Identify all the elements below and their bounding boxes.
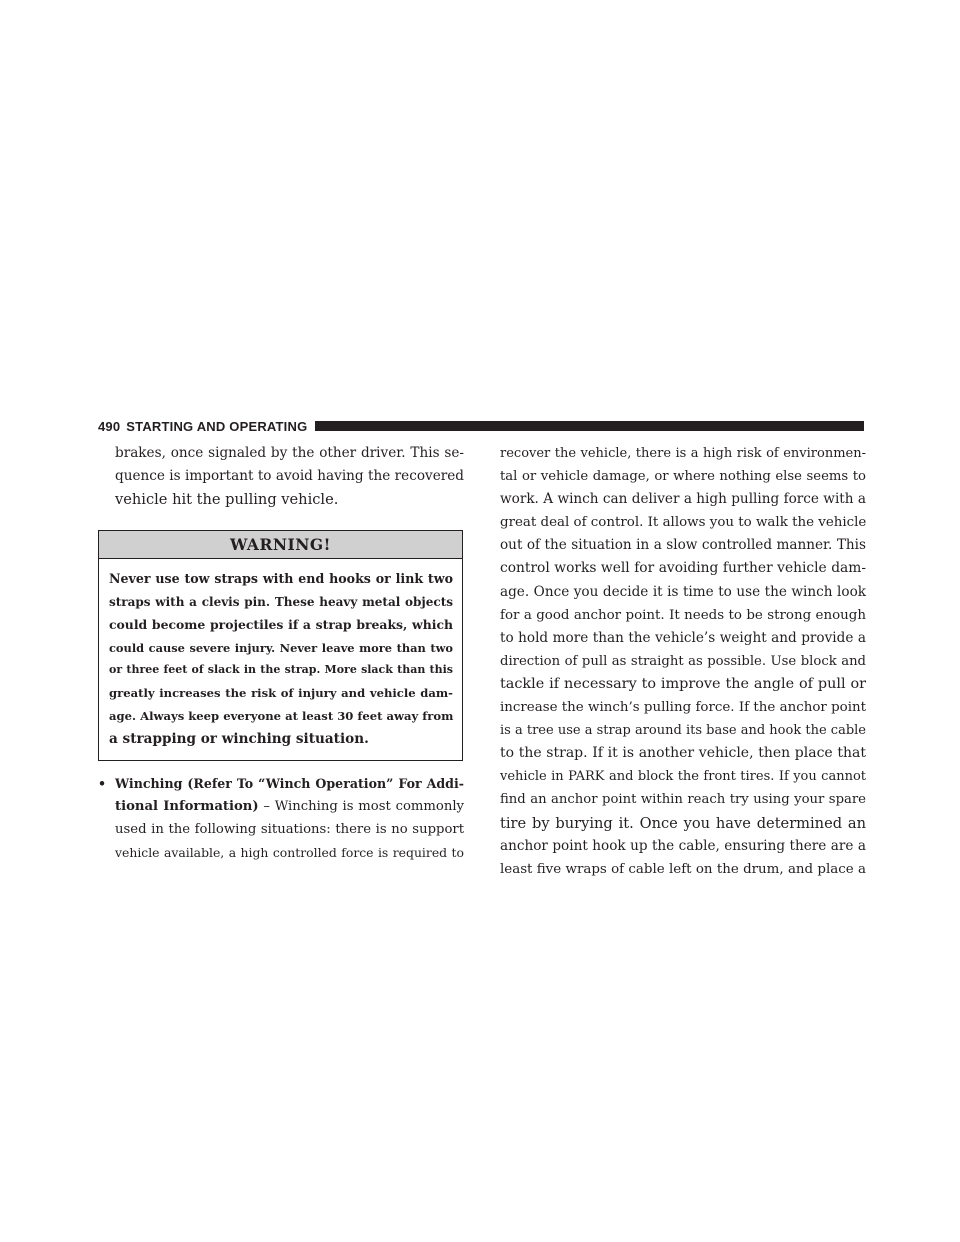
bullet-heading: Winching (Refer To “Winch Operation” For Addi- bbox=[115, 775, 464, 791]
text-line: direction of pull as straight as possible. Use block and bbox=[500, 653, 866, 669]
text-line: for a good anchor point. It needs to be strong enough bbox=[500, 607, 866, 623]
warning-line: could cause severe injury. Never leave more than two bbox=[109, 640, 453, 655]
header-rule bbox=[315, 421, 864, 431]
text-line: to the strap. If it is another vehicle, then place that bbox=[500, 745, 866, 762]
text-line: control works well for avoiding further vehicle dam- bbox=[500, 560, 866, 577]
warning-line: or three feet of slack in the strap. More slack than this bbox=[109, 663, 453, 677]
page-header bbox=[98, 418, 864, 434]
section-title: STARTING AND OPERATING bbox=[126, 418, 308, 434]
bullet-heading-continued: tional Information) bbox=[115, 798, 259, 814]
text-line: vehicle in PARK and block the front tires. If you cannot bbox=[500, 769, 866, 785]
bullet-text-line: vehicle available, a high controlled force is required to bbox=[115, 844, 464, 860]
warning-line: Never use tow straps with end hooks or link two bbox=[109, 571, 453, 587]
warning-line: could become projectiles if a strap breaks, which bbox=[109, 616, 453, 632]
text-line: tal or vehicle damage, or where nothing else seems to bbox=[500, 469, 866, 485]
text-line: is a tree use a strap around its base and hook the cable bbox=[500, 723, 866, 739]
bullet-text-line: used in the following situations: there is no support bbox=[115, 821, 464, 837]
bullet-icon: • bbox=[98, 775, 107, 791]
warning-line: a strapping or winching situation. bbox=[109, 730, 369, 747]
text-line: out of the situation in a slow controlled manner. This bbox=[500, 537, 866, 554]
left-column bbox=[98, 442, 464, 864]
bullet-text: – Winching is most commonly bbox=[258, 798, 464, 814]
text-line: tackle if necessary to improve the angle of pull or bbox=[500, 675, 866, 692]
bullet-heading-line bbox=[98, 772, 464, 795]
bullet-text-line bbox=[98, 795, 464, 818]
text-line: brakes, once signaled by the other driver. This se- bbox=[115, 445, 464, 461]
warning-title: WARNING! bbox=[99, 531, 462, 559]
warning-line: age. Always keep everyone at least 30 feet away from bbox=[109, 709, 454, 724]
warning-box bbox=[98, 530, 463, 760]
text-line: age. Once you decide it is time to use the winch look bbox=[500, 583, 866, 600]
text-line: to hold more than the vehicle’s weight and provide a bbox=[500, 629, 866, 646]
text-line: quence is important to avoid having the recovered bbox=[115, 468, 464, 485]
text-line: vehicle hit the pulling vehicle. bbox=[115, 491, 339, 509]
text-line: anchor point hook up the cable, ensuring there are a bbox=[500, 837, 866, 854]
text-line: tire by burying it. Once you have determined an bbox=[500, 814, 866, 832]
warning-line: greatly increases the risk of injury and vehicle dam- bbox=[109, 686, 453, 701]
winching-paragraph bbox=[500, 442, 866, 881]
text-line: great deal of control. It allows you to walk the vehicle bbox=[500, 515, 867, 531]
continued-paragraph bbox=[98, 442, 464, 511]
page-number: 490 bbox=[98, 418, 121, 434]
text-line: find an anchor point within reach try using your spare bbox=[500, 792, 866, 808]
text-line: least five wraps of cable left on the drum, and place a bbox=[500, 861, 866, 877]
text-line: work. A winch can deliver a high pulling force with a bbox=[500, 491, 866, 508]
warning-body bbox=[99, 559, 462, 759]
bullet-item-winching bbox=[98, 772, 464, 864]
warning-line: straps with a clevis pin. These heavy metal objects bbox=[109, 595, 453, 610]
text-line: recover the vehicle, there is a high risk of environmen- bbox=[500, 446, 866, 461]
right-column bbox=[500, 442, 866, 881]
text-line: increase the winch’s pulling force. If the anchor point bbox=[500, 700, 866, 716]
